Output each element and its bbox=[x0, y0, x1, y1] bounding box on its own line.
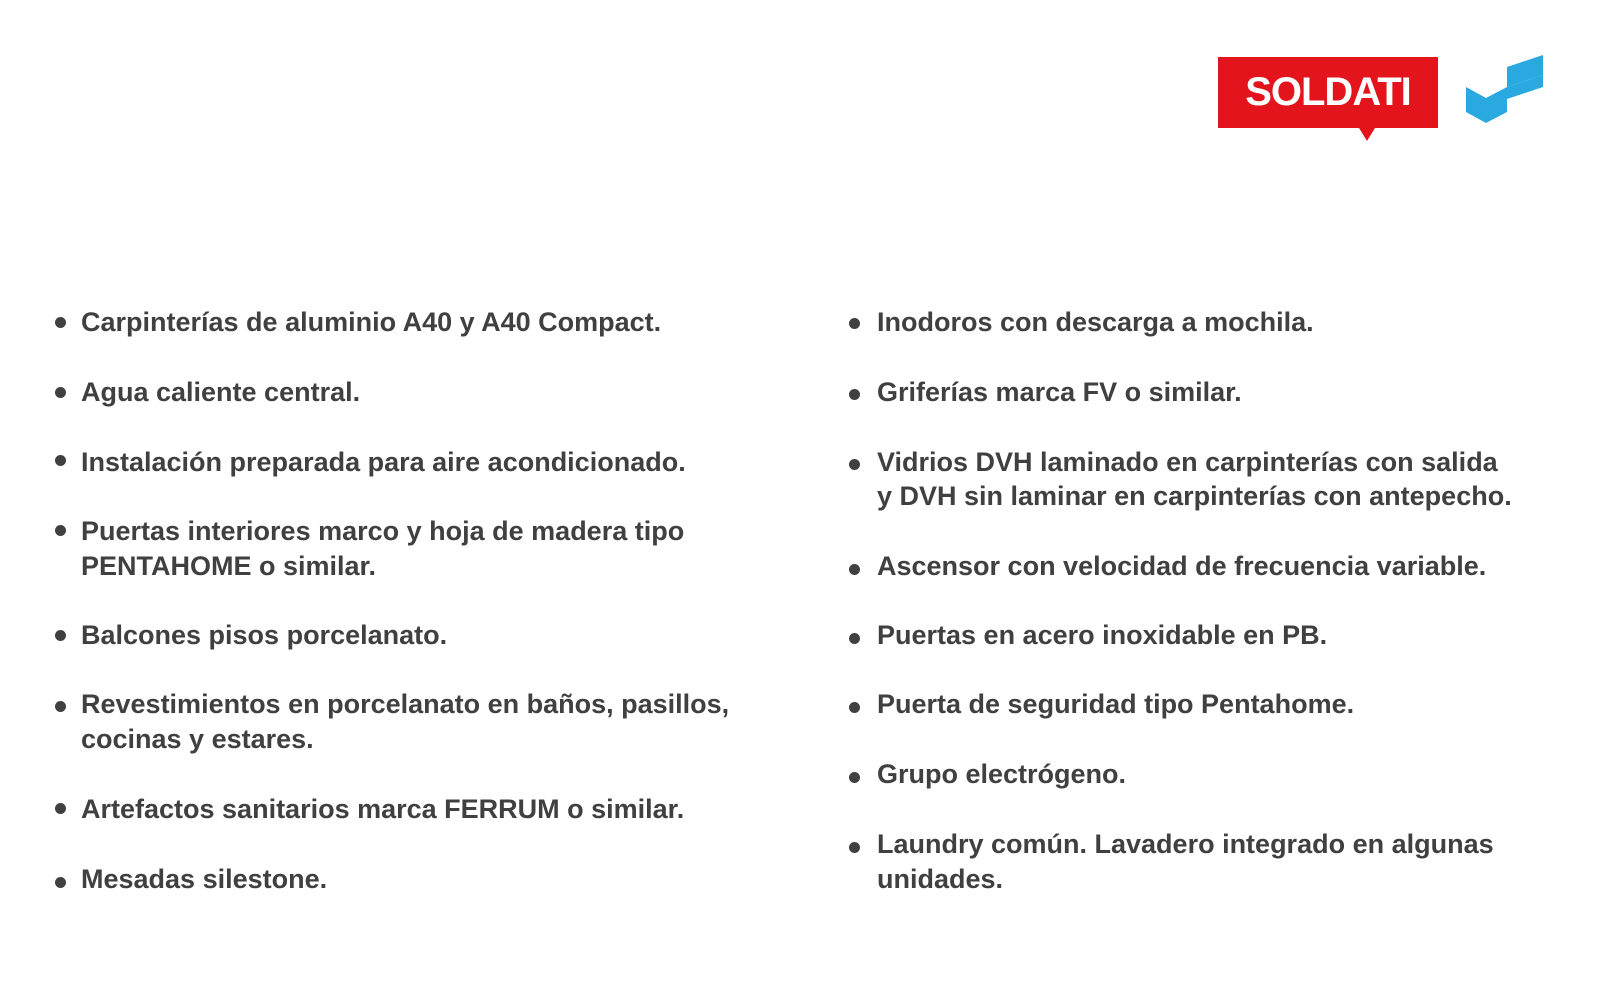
soldati-logo bbox=[1218, 57, 1438, 128]
list-item-line: Ascensor con velocidad de frecuencia variable. bbox=[877, 551, 1487, 581]
list-item-line: y DVH sin laminar en carpinterías con antepecho. bbox=[877, 481, 1512, 511]
bullet-icon bbox=[849, 702, 860, 713]
list-item-line: Agua caliente central. bbox=[81, 377, 361, 407]
blue-cube-logo-left-face bbox=[1486, 87, 1507, 123]
soldati-logo-text: SOLDATI bbox=[1245, 70, 1411, 114]
list-item-line: Inodoros con descarga a mochila. bbox=[877, 307, 1314, 337]
bullet-icon bbox=[849, 459, 860, 470]
list-item-line: cocinas y estares. bbox=[81, 724, 314, 754]
bullet-icon bbox=[55, 387, 66, 398]
bullet-icon bbox=[849, 842, 860, 853]
bullet-icon bbox=[55, 630, 66, 641]
list-item-line: PENTAHOME o similar. bbox=[81, 551, 377, 581]
bullet-icon bbox=[55, 877, 66, 888]
list-item-line: Puerta de seguridad tipo Pentahome. bbox=[877, 689, 1355, 719]
bullet-icon bbox=[849, 564, 860, 575]
list-item-line: Artefactos sanitarios marca FERRUM o similar. bbox=[81, 794, 685, 824]
bullet-icon bbox=[55, 525, 66, 536]
soldati-logo-pointer bbox=[1359, 128, 1375, 141]
list-item-line: unidades. bbox=[877, 864, 1004, 894]
bullet-icon bbox=[849, 318, 860, 329]
bullet-icon bbox=[849, 389, 860, 400]
bullet-icon bbox=[55, 455, 66, 466]
bullet-icon bbox=[55, 317, 66, 328]
list-item-line: Puertas interiores marco y hoja de madera tipo bbox=[81, 516, 685, 546]
bullet-icon bbox=[55, 701, 66, 712]
list-item-line: Griferías marca FV o similar. bbox=[877, 377, 1242, 407]
bullet-icon bbox=[849, 633, 860, 644]
blue-cube-logo-front-face bbox=[1466, 87, 1486, 123]
list-item-line: Mesadas silestone. bbox=[81, 864, 328, 894]
list-item-line: Balcones pisos porcelanato. bbox=[81, 620, 448, 650]
blue-cube-logo-icon bbox=[1466, 55, 1550, 127]
bullet-icon bbox=[55, 803, 66, 814]
list-item-line: Instalación preparada para aire acondicionado. bbox=[81, 447, 686, 477]
list-item-line: Puertas en acero inoxidable en PB. bbox=[877, 620, 1328, 650]
list-item-line: Grupo electrógeno. bbox=[877, 759, 1127, 789]
list-item-line: Vidrios DVH laminado en carpinterías con salida bbox=[877, 447, 1498, 477]
list-item-line: Carpinterías de aluminio A40 y A40 Compact. bbox=[81, 307, 662, 337]
list-item-line: Revestimientos en porcelanato en baños, pasillos, bbox=[81, 689, 730, 719]
bullet-icon bbox=[849, 772, 860, 783]
list-item-line: Laundry común. Lavadero integrado en algunas bbox=[877, 829, 1494, 859]
